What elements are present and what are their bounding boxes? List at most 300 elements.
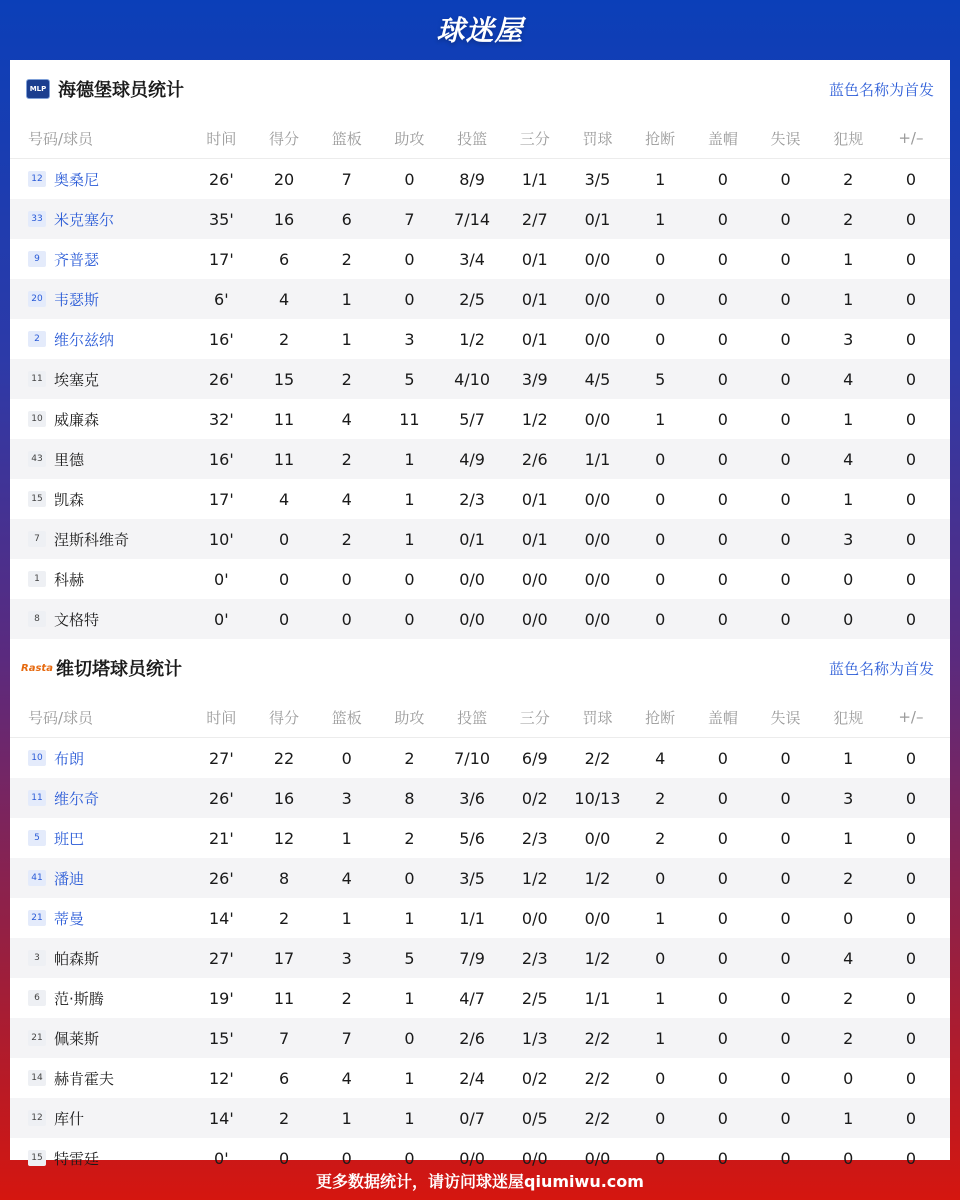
stat-cell: 20 (273, 169, 295, 189)
stat-cell: 0/5 (521, 1108, 548, 1128)
stat-cell: 5 (404, 948, 415, 968)
stat-cell: 2/3 (521, 948, 548, 968)
player-name[interactable]: 维尔兹纳 (54, 330, 115, 349)
stat-cell: 0/0 (584, 329, 611, 349)
player-cell (10, 788, 190, 809)
jersey-number: 41 (28, 870, 46, 886)
jersey-number: 10 (28, 411, 46, 427)
player-name[interactable]: 潘迪 (54, 869, 85, 888)
player-cell (10, 908, 190, 929)
column-header: 篮板 (331, 708, 362, 727)
stat-cell: 0 (780, 369, 791, 389)
stat-cell: 0 (905, 449, 916, 469)
team-section-2 (10, 639, 950, 1178)
player-name[interactable]: 佩莱斯 (54, 1029, 100, 1048)
stat-cell: 4 (843, 948, 854, 968)
stat-cell: 2 (843, 988, 854, 1008)
stat-cell: 0/0 (521, 569, 548, 589)
stat-cell: 1/1 (521, 169, 548, 189)
table-row (10, 738, 950, 778)
stat-cell: 0 (404, 169, 415, 189)
stat-cell: 0 (655, 1148, 666, 1168)
stat-cell: 1 (655, 209, 666, 229)
stat-cell: 0 (655, 249, 666, 269)
stat-cell: 2/5 (521, 988, 548, 1008)
starter-note: 蓝色名称为首发 (828, 659, 934, 678)
jersey-number: 7 (28, 531, 46, 547)
stat-cell: 4 (341, 868, 352, 888)
stat-cell: 17' (208, 249, 234, 269)
stat-cell: 1/1 (584, 988, 611, 1008)
stat-cell: 1 (843, 1108, 854, 1128)
stat-cell: 26' (208, 369, 234, 389)
column-header: 号码/球员 (28, 129, 94, 148)
stat-cell: 2/5 (459, 289, 485, 309)
stat-cell: 16' (208, 329, 234, 349)
stat-cell: 0 (780, 988, 791, 1008)
stat-cell: 4 (278, 289, 290, 309)
player-name[interactable]: 库什 (54, 1109, 85, 1128)
jersey-number: 12 (28, 171, 46, 187)
stat-cell: 0 (780, 249, 791, 269)
stat-cell: 5/7 (459, 409, 485, 429)
stat-cell: 2 (341, 249, 352, 269)
column-header: 助攻 (394, 129, 425, 148)
stat-cell: 0 (780, 449, 791, 469)
stat-cell: 1 (404, 988, 415, 1008)
player-cell (10, 249, 190, 270)
stat-cell: 19' (208, 988, 234, 1008)
stats-panel (10, 60, 950, 1168)
stat-cell: 7 (404, 209, 415, 229)
column-header: 投篮 (457, 129, 488, 148)
stat-cell: 0 (655, 1108, 666, 1128)
stat-cell: 7 (341, 169, 352, 189)
stat-cell: 0 (717, 289, 728, 309)
stat-cell: 0/0 (459, 1148, 485, 1168)
stat-cell: 0/7 (459, 1108, 485, 1128)
stat-cell: 7/10 (454, 748, 491, 768)
table-row (10, 319, 950, 359)
stat-cell: 1 (341, 329, 352, 349)
jersey-number: 14 (28, 1070, 46, 1086)
stat-cell: 0 (341, 569, 352, 589)
stat-cell: 3 (843, 529, 854, 549)
table-row (10, 359, 950, 399)
stat-cell: 0/0 (521, 609, 548, 629)
column-header: 篮板 (331, 129, 362, 148)
stat-cell: 0 (905, 489, 916, 509)
player-cell (10, 329, 190, 350)
stat-cell: 0 (905, 569, 916, 589)
jersey-number: 10 (28, 750, 46, 766)
player-cell (10, 1068, 190, 1089)
stat-cell: 0 (404, 609, 415, 629)
stat-cell: 0/0 (584, 289, 611, 309)
stat-cell: 0/0 (584, 609, 611, 629)
stat-cell: 0 (278, 609, 290, 629)
player-name[interactable]: 埃塞克 (54, 370, 100, 389)
stat-cell: 0 (905, 908, 916, 928)
stat-cell: 2 (278, 329, 290, 349)
stat-cell: 0/1 (459, 529, 485, 549)
stat-cell: 0 (905, 289, 916, 309)
stat-cell: 6 (278, 249, 290, 269)
stat-cell: 2 (843, 169, 854, 189)
stat-cell: 0 (404, 1148, 415, 1168)
stat-cell: 0 (341, 748, 352, 768)
stat-cell: 0 (717, 249, 728, 269)
stat-cell: 0 (780, 329, 791, 349)
player-name[interactable]: 奥桑尼 (54, 170, 100, 189)
stat-cell: 2 (341, 449, 352, 469)
player-name[interactable]: 齐普瑟 (54, 250, 100, 269)
stat-cell: 3 (341, 788, 352, 808)
table-row (10, 159, 950, 199)
column-header: 得分 (269, 708, 300, 727)
stat-cell: 11 (399, 409, 420, 429)
stat-cell: 2 (655, 788, 666, 808)
brand-logo: 球迷屋 (436, 14, 524, 47)
heidelberg-logo-icon: MLP (26, 79, 50, 99)
stat-cell: 0 (905, 409, 916, 429)
stat-cell: 10' (208, 529, 234, 549)
stat-cell: 16 (273, 788, 295, 808)
column-header: 三分 (519, 708, 550, 727)
stat-cell: 2 (278, 1108, 290, 1128)
team-2-header (10, 639, 950, 697)
stat-cell: 0/0 (584, 828, 611, 848)
jersey-number: 8 (28, 611, 46, 627)
stat-cell: 4 (341, 409, 352, 429)
stat-cell: 0/1 (521, 529, 548, 549)
jersey-number: 43 (28, 451, 46, 467)
stat-cell: 0 (905, 1108, 916, 1128)
stat-cell: 0 (780, 868, 791, 888)
stat-cell: 0 (404, 1028, 415, 1048)
stat-cell: 1 (404, 1108, 415, 1128)
jersey-number: 11 (28, 790, 46, 806)
stat-cell: 0 (404, 569, 415, 589)
column-header: 抢断 (645, 129, 676, 148)
stat-cell: 0 (717, 828, 728, 848)
stat-cell: 4/5 (584, 369, 611, 389)
stat-cell: 0 (905, 169, 916, 189)
player-name[interactable]: 范·斯腾 (54, 989, 104, 1008)
stat-cell: 2/3 (459, 489, 485, 509)
stat-cell: 0/1 (521, 249, 548, 269)
stat-cell: 0 (780, 569, 791, 589)
jersey-number: 15 (28, 491, 46, 507)
stat-cell: 2/4 (459, 1068, 485, 1088)
stat-cell: 0/1 (584, 209, 611, 229)
stat-cell: 2/6 (459, 1028, 485, 1048)
jersey-number: 6 (28, 990, 46, 1006)
stat-cell: 2/2 (584, 748, 611, 768)
stat-cell: 0 (905, 369, 916, 389)
stat-cell: 14' (208, 908, 234, 928)
stat-cell: 5 (404, 369, 415, 389)
jersey-number: 33 (28, 211, 46, 227)
stat-cell: 4 (341, 489, 352, 509)
stat-cell: 0 (717, 1028, 728, 1048)
stat-cell: 2 (843, 868, 854, 888)
stat-cell: 0 (655, 948, 666, 968)
team-2-title: 维切塔球员统计 (56, 659, 182, 680)
stat-cell: 3 (843, 329, 854, 349)
stat-cell: 0 (341, 1148, 352, 1168)
stat-cell: 1/2 (584, 948, 611, 968)
stat-cell: 0 (780, 289, 791, 309)
player-name[interactable]: 科赫 (54, 570, 85, 589)
stat-cell: 1 (843, 409, 854, 429)
stat-cell: 0 (655, 868, 666, 888)
column-header: 罚球 (582, 129, 613, 148)
stat-cell: 14' (208, 1108, 234, 1128)
stat-cell: 0 (780, 828, 791, 848)
stat-cell: 0 (278, 529, 290, 549)
player-name[interactable]: 特雷廷 (54, 1149, 100, 1168)
stat-cell: 0/0 (521, 908, 548, 928)
stat-cell: 27' (208, 748, 234, 768)
stat-cell: 0 (717, 569, 728, 589)
column-header: 盖帽 (707, 708, 738, 727)
stat-cell: 2 (278, 908, 290, 928)
stat-cell: 4 (843, 369, 854, 389)
column-header: 号码/球员 (28, 708, 94, 727)
stat-cell: 0 (843, 1068, 854, 1088)
player-cell (10, 988, 190, 1009)
stat-cell: 0 (717, 1108, 728, 1128)
stat-cell: 0 (717, 948, 728, 968)
stat-cell: 0 (717, 788, 728, 808)
stat-cell: 1 (404, 908, 415, 928)
stat-cell: 1 (843, 748, 854, 768)
table-row (10, 1018, 950, 1058)
player-cell (10, 489, 190, 510)
stat-cell: 0 (655, 289, 666, 309)
stat-cell: 0 (905, 1028, 916, 1048)
table-row (10, 479, 950, 519)
column-header: 罚球 (582, 708, 613, 727)
jersey-number: 9 (28, 251, 46, 267)
column-header: 犯规 (833, 129, 864, 148)
table-row (10, 239, 950, 279)
stat-cell: 0 (717, 1148, 728, 1168)
stat-cell: 0 (780, 529, 791, 549)
stat-cell: 0 (717, 209, 728, 229)
stat-cell: 3/9 (521, 369, 548, 389)
stat-cell: 0 (905, 868, 916, 888)
stat-cell: 4/7 (459, 988, 485, 1008)
stat-cell: 11 (273, 449, 295, 469)
stat-cell: 0/0 (584, 1148, 611, 1168)
footer (0, 1160, 960, 1200)
stat-cell: 0 (780, 788, 791, 808)
stat-cell: 0 (843, 1148, 854, 1168)
team-1-rows (10, 159, 950, 639)
player-name[interactable]: 涅斯科维奇 (54, 530, 130, 549)
stat-cell: 3/6 (459, 788, 485, 808)
stat-cell: 0 (655, 449, 666, 469)
jersey-number: 20 (28, 291, 46, 307)
column-header: 得分 (269, 129, 300, 148)
stat-cell: 8/9 (459, 169, 485, 189)
stat-cell: 1 (843, 249, 854, 269)
stat-cell: 0 (905, 748, 916, 768)
stat-cell: 1 (655, 1028, 666, 1048)
stat-cell: 0 (905, 828, 916, 848)
player-name[interactable]: 米克塞尔 (54, 210, 115, 229)
stat-cell: 0 (717, 609, 728, 629)
stat-cell: 3/4 (459, 249, 485, 269)
stat-cell: 5 (655, 369, 666, 389)
stat-cell: 0 (780, 748, 791, 768)
stat-cell: 1/2 (521, 868, 548, 888)
stat-cell: 0 (905, 1148, 916, 1168)
player-name[interactable]: 班巴 (54, 829, 85, 848)
player-name[interactable]: 韦瑟斯 (54, 290, 100, 309)
stat-cell: 3 (843, 788, 854, 808)
table-row (10, 978, 950, 1018)
stat-cell: 0 (905, 788, 916, 808)
stat-cell: 0/1 (521, 329, 548, 349)
stat-cell: 2 (655, 828, 666, 848)
player-name[interactable]: 里德 (54, 450, 85, 469)
stat-cell: 0/0 (459, 569, 485, 589)
stat-cell: 2 (341, 529, 352, 549)
player-cell (10, 828, 190, 849)
stat-cell: 1 (655, 409, 666, 429)
stat-cell: 17 (273, 948, 295, 968)
table-row (10, 858, 950, 898)
jersey-number: 21 (28, 910, 46, 926)
stat-cell: 1/1 (459, 908, 485, 928)
stat-cell: 0 (843, 908, 854, 928)
stat-cell: 0/1 (521, 289, 548, 309)
player-name[interactable]: 蒂曼 (54, 909, 85, 928)
stat-cell: 16' (208, 449, 234, 469)
jersey-number: 5 (28, 830, 46, 846)
column-header: +/– (898, 708, 924, 726)
stat-cell: 0 (655, 529, 666, 549)
stat-cell: 1/2 (459, 329, 485, 349)
stat-cell: 26' (208, 788, 234, 808)
player-cell (10, 748, 190, 769)
stat-cell: 0 (780, 169, 791, 189)
table-row (10, 898, 950, 938)
stat-cell: 0 (717, 868, 728, 888)
stat-cell: 1 (341, 908, 352, 928)
column-header: 时间 (206, 708, 237, 727)
stat-cell: 12 (273, 828, 295, 848)
stat-cell: 0 (905, 948, 916, 968)
stat-cell: 0 (905, 529, 916, 549)
table-row (10, 519, 950, 559)
jersey-number: 1 (28, 571, 46, 587)
stat-cell: 0 (717, 908, 728, 928)
player-cell (10, 1028, 190, 1049)
column-header: +/– (898, 129, 924, 147)
player-name[interactable]: 赫肯霍夫 (54, 1069, 115, 1088)
stat-cell: 5/6 (459, 828, 485, 848)
stat-cell: 0 (780, 209, 791, 229)
stat-cell: 0/0 (459, 609, 485, 629)
stat-cell: 1 (404, 449, 415, 469)
player-cell (10, 948, 190, 969)
table-row (10, 599, 950, 639)
stat-cell: 0 (905, 988, 916, 1008)
stat-cell: 0 (905, 209, 916, 229)
table-header (10, 118, 950, 159)
jersey-number: 21 (28, 1030, 46, 1046)
stat-cell: 1 (655, 169, 666, 189)
stat-cell: 4/10 (454, 369, 491, 389)
stat-cell: 3 (341, 948, 352, 968)
stat-cell: 0/0 (584, 249, 611, 269)
player-name[interactable]: 文格特 (54, 610, 100, 629)
stat-cell: 1 (341, 1108, 352, 1128)
table-row (10, 818, 950, 858)
stat-cell: 0 (404, 868, 415, 888)
column-header: 盖帽 (707, 129, 738, 148)
column-header: 失误 (770, 129, 801, 148)
stat-cell: 7 (278, 1028, 290, 1048)
team-1-header (10, 60, 950, 118)
player-name[interactable]: 威廉森 (54, 410, 100, 429)
stat-cell: 1/1 (584, 449, 611, 469)
stat-cell: 1 (655, 988, 666, 1008)
player-name[interactable]: 帕森斯 (54, 949, 100, 968)
stat-cell: 2/2 (584, 1028, 611, 1048)
stat-cell: 6 (341, 209, 352, 229)
stat-cell: 35' (208, 209, 234, 229)
stat-cell: 0 (655, 569, 666, 589)
stat-cell: 0 (655, 329, 666, 349)
player-name[interactable]: 布朗 (54, 749, 85, 768)
team-1-title: 海德堡球员统计 (58, 80, 184, 101)
stat-cell: 1/2 (584, 868, 611, 888)
player-name[interactable]: 凯森 (54, 490, 85, 509)
player-cell (10, 1108, 190, 1129)
stat-cell: 1 (655, 908, 666, 928)
table-row (10, 559, 950, 599)
stat-cell: 21' (208, 828, 234, 848)
stat-cell: 2 (341, 988, 352, 1008)
stat-cell: 0 (780, 1068, 791, 1088)
stat-cell: 8 (278, 868, 290, 888)
player-name[interactable]: 维尔奇 (54, 789, 100, 808)
player-cell (10, 169, 190, 190)
column-header: 投篮 (457, 708, 488, 727)
stat-cell: 2/7 (521, 209, 548, 229)
stat-cell: 7/14 (454, 209, 491, 229)
stat-cell: 0/0 (584, 409, 611, 429)
stat-cell: 0 (717, 1068, 728, 1088)
table-row (10, 1058, 950, 1098)
jersey-number: 2 (28, 331, 46, 347)
column-header: 三分 (519, 129, 550, 148)
stat-cell: 0/2 (521, 1068, 548, 1088)
column-header: 犯规 (833, 708, 864, 727)
stat-cell: 2 (843, 209, 854, 229)
stat-cell: 0 (717, 988, 728, 1008)
stat-cell: 0 (780, 1148, 791, 1168)
stat-cell: 0 (905, 1068, 916, 1088)
stat-cell: 7/9 (459, 948, 485, 968)
stat-cell: 22 (273, 748, 295, 768)
stat-cell: 7 (341, 1028, 352, 1048)
